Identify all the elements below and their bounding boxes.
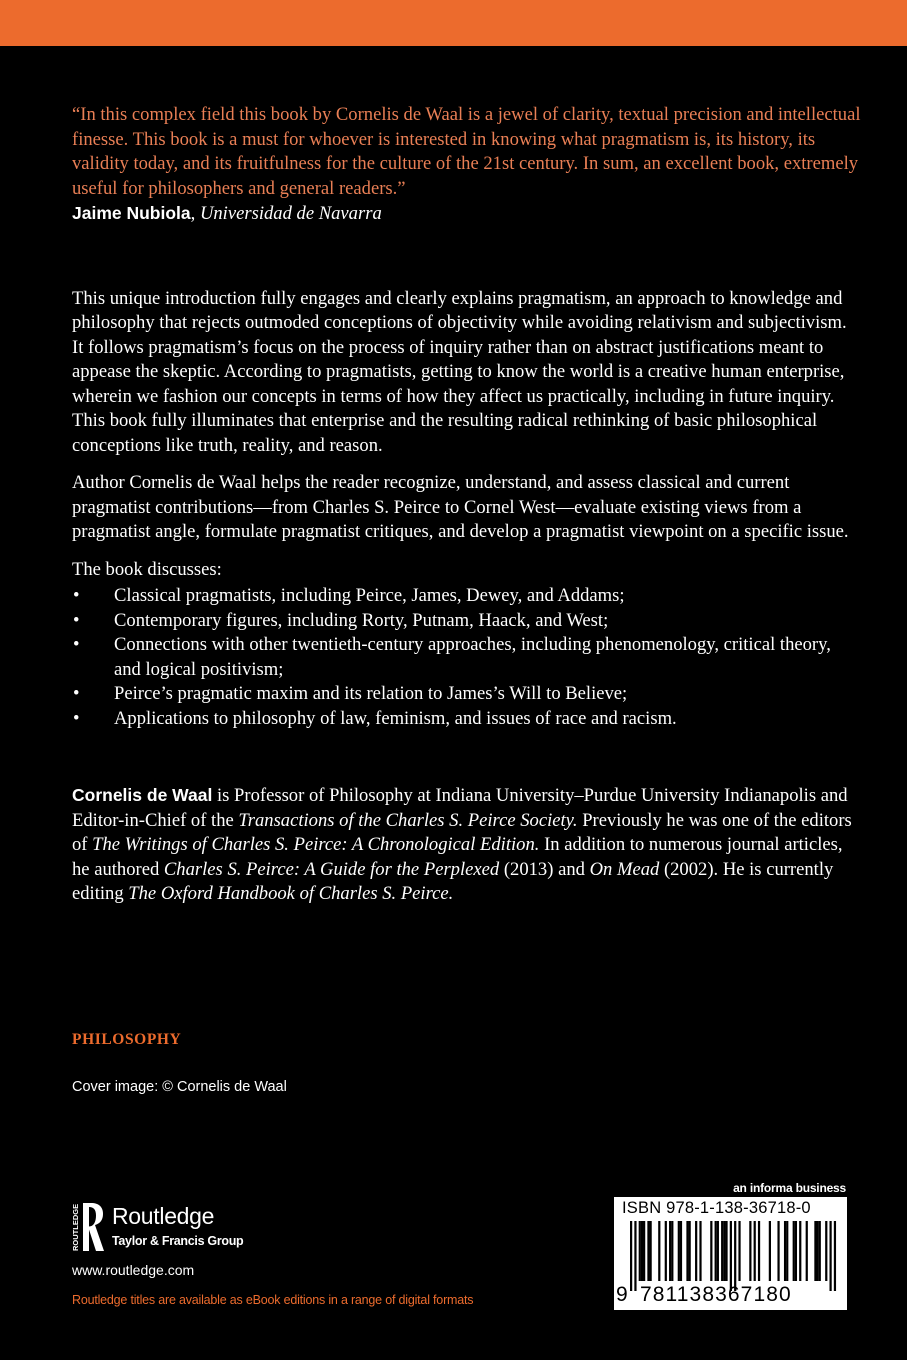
endorsement-attribution xyxy=(72,201,862,227)
barcode-bar xyxy=(680,1221,682,1281)
bullet-icon: • xyxy=(73,707,80,729)
barcode-bar xyxy=(643,1221,645,1281)
barcode-bar xyxy=(816,1221,818,1281)
barcode-bar xyxy=(725,1221,727,1281)
description-paragraph-2: Author Cornelis de Waal helps the reader recognize, understand, and assess classical and current pragmatist contributions—from Charles S. Peirce to Cornel West—evaluate existing views from a pragmatist angle, formulate pragmatist critiques, and develop a pragmatist viewpoint on a specific issue. xyxy=(72,472,849,542)
barcode-bar xyxy=(730,1221,732,1291)
barcode-bar xyxy=(795,1221,797,1281)
barcode-bar xyxy=(793,1221,795,1281)
barcode-bar xyxy=(723,1221,725,1281)
barcode-bar xyxy=(786,1221,788,1281)
ean-first-digit: 9 xyxy=(616,1283,628,1306)
list-item xyxy=(72,584,862,609)
bullet-icon: • xyxy=(73,683,80,704)
list-item-text: Applications to philosophy of law, feminism, and issues of race and racism. xyxy=(114,707,677,729)
isbn-barcode xyxy=(614,1197,847,1310)
barcode-bar xyxy=(769,1221,771,1281)
barcode-bar xyxy=(699,1221,701,1281)
handbook-title: The Oxford Handbook of Charles S. Peirce. xyxy=(128,883,454,904)
barcode-bar xyxy=(829,1221,831,1291)
cover-credit: Cover image: © Cornelis de Waal xyxy=(72,1079,287,1095)
barcode-bar xyxy=(734,1221,736,1291)
bio-text: (2013) and xyxy=(499,858,590,880)
barcode-bar xyxy=(710,1221,712,1281)
subject-category: PHILOSOPHY xyxy=(72,1031,182,1048)
barcode-bar xyxy=(647,1221,649,1281)
barcode-bar xyxy=(669,1221,671,1281)
bullet-icon: • xyxy=(73,585,80,606)
topics-list xyxy=(72,584,862,731)
publisher-group: Taylor & Francis Group xyxy=(112,1234,244,1248)
barcode-bar xyxy=(738,1221,740,1281)
discusses-intro: The book discusses: xyxy=(72,558,222,580)
barcode-bar xyxy=(758,1221,760,1281)
barcode-bar xyxy=(721,1221,723,1281)
journal-title: Transactions of the Charles S. Peirce Society. xyxy=(238,809,578,831)
attribution-separator: , xyxy=(190,203,200,224)
barcode-bar xyxy=(671,1221,673,1281)
bio-text: In addition to numerous journal articles, he authored xyxy=(72,834,843,880)
endorsement xyxy=(72,103,862,227)
author-bio xyxy=(72,783,862,907)
list-item-text: Contemporary figures, including Rorty, Putnam, Haack, and West; xyxy=(114,609,609,631)
list-item-text: Connections with other twentieth-century approaches, including phenomenology, critical theory, and logical positivism; xyxy=(114,634,831,680)
informa-suffix: business xyxy=(792,1181,846,1195)
back-cover-content xyxy=(72,103,862,907)
ean-remaining-digits: 781138367180 xyxy=(640,1283,792,1306)
informa-brand: informa xyxy=(749,1181,793,1195)
routledge-r-logo-icon xyxy=(72,1201,106,1253)
barcode-bars xyxy=(630,1221,836,1291)
list-item xyxy=(72,609,862,634)
barcode-bar xyxy=(686,1221,688,1281)
list-item xyxy=(72,682,862,707)
barcode-bar xyxy=(695,1221,697,1281)
ebook-note: Routledge titles are available as eBook editions in a range of digital formats xyxy=(72,1293,474,1307)
publisher-name: Routledge xyxy=(112,1203,215,1229)
barcode-bar xyxy=(814,1221,816,1281)
bullet-icon: • xyxy=(73,609,80,631)
logo-vertical-text: ROUTLEDGE xyxy=(71,1203,80,1251)
endorsement-quote: “In this complex field this book by Cornelis de Waal is a jewel of clarity, textual precision and intellectual finesse. This book is a must for whoever is interested in knowing what pragmatism is, its history, its validity today, and its fruitfulness for the culture of the 21st century. In sum, an excellent book, extremely useful for philosophers and general readers.” xyxy=(72,104,861,199)
barcode-bar xyxy=(819,1221,821,1281)
bullet-icon: • xyxy=(73,634,80,655)
publisher-website: www.routledge.com xyxy=(72,1262,195,1278)
guide-title: Charles S. Peirce: A Guide for the Perplexed xyxy=(163,858,500,880)
informa-tagline xyxy=(733,1181,846,1195)
author-name: Cornelis de Waal xyxy=(72,785,213,805)
list-item-text: Classical pragmatists, including Peirce, James, Dewey, and Addams; xyxy=(114,585,625,606)
barcode-bar xyxy=(806,1221,808,1281)
barcode-bar xyxy=(715,1221,717,1281)
barcode-bar xyxy=(749,1221,751,1281)
barcode-bar xyxy=(754,1221,756,1281)
endorser-name: Jaime Nubiola xyxy=(72,203,191,223)
barcode-bar xyxy=(630,1221,632,1291)
barcode-bar xyxy=(799,1221,801,1281)
barcode-bar xyxy=(639,1221,641,1281)
bio-text: (2002). He is currently editing xyxy=(72,858,834,904)
barcode-bar xyxy=(825,1221,827,1281)
barcode-bar xyxy=(678,1221,680,1281)
endorser-institution: Universidad de Navarra xyxy=(199,203,382,224)
description-paragraph-1: This unique introduction fully engages and clearly explains pragmatism, an approach to knowledge and philosophy that rejects outmoded conceptions of objectivity while avoiding relativism and subjectivism. It follows pragmatism’s focus on the process of inquiry rather than on abstract justifications meant to appease the skeptic. According to pragmatists, getting to know the world is a creative human enterprise, wherein we fashion our concepts in terms of how they affect us practically, including in future inquiry. This book fully illuminates that enterprise and the resulting radical rethinking of basic philosophical conceptions like truth, reality, and reason. xyxy=(72,287,847,456)
barcode-bar xyxy=(665,1221,667,1281)
barcode-bar xyxy=(634,1221,636,1291)
bio-text: is Professor of Philosophy at Indiana University–Purdue University Indianapolis and Editor-in-Chief of the xyxy=(72,785,848,831)
isbn-label: ISBN 978-1-138-36718-0 xyxy=(622,1199,811,1217)
barcode-bar xyxy=(834,1221,836,1291)
routledge-logo xyxy=(72,1201,272,1261)
barcode-bar xyxy=(717,1221,719,1281)
list-item xyxy=(72,633,862,682)
informa-prefix: an xyxy=(733,1181,750,1195)
barcode-bar xyxy=(658,1221,660,1281)
barcode-bar xyxy=(784,1221,786,1281)
top-orange-band xyxy=(0,0,907,46)
writings-title: The Writings of Charles S. Peirce: A Chronological Edition. xyxy=(92,834,540,855)
barcode-bar xyxy=(689,1221,691,1281)
barcode-bar xyxy=(650,1221,652,1281)
list-item xyxy=(72,707,862,732)
bio-text: Previously he was one of the editors of xyxy=(72,809,852,855)
barcode-bar xyxy=(777,1221,779,1281)
barcode-bar xyxy=(641,1221,643,1281)
mead-title: On Mead xyxy=(589,858,660,880)
list-item-text: Peirce’s pragmatic maxim and its relation to James’s Will to Believe; xyxy=(114,683,628,704)
